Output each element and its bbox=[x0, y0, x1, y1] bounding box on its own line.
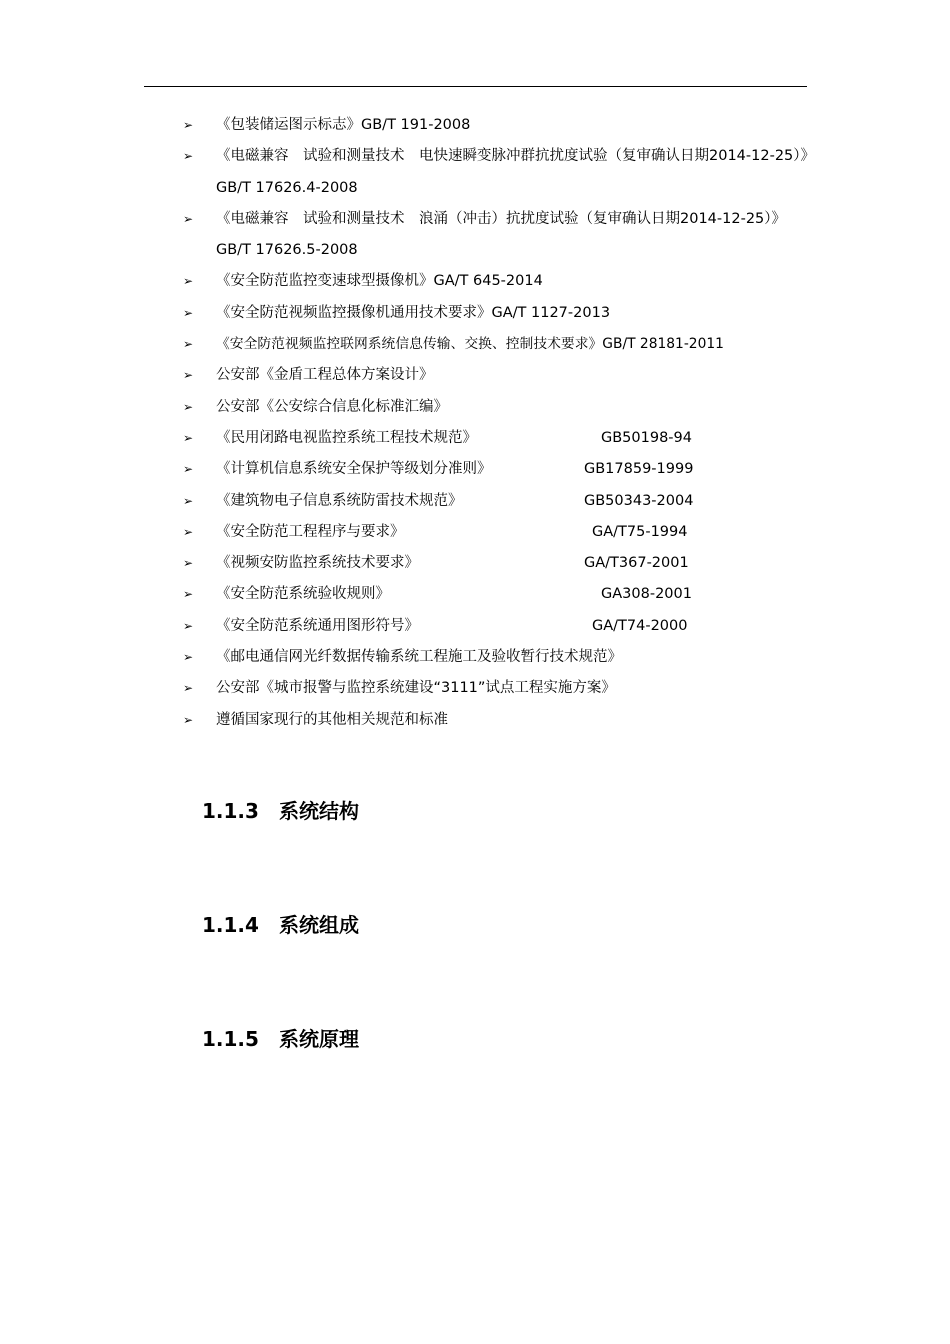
list-item bbox=[0, 266, 816, 297]
list-item bbox=[0, 298, 816, 329]
list-item-text: 《电磁兼容 试验和测量技术 电快速瞬变脉冲群抗扰度试验（复审确认日期2014-12-25）》GB/T 17626.4-2008 bbox=[216, 148, 816, 196]
arrowhead-bullet-icon: ➢ bbox=[183, 274, 194, 289]
list-item bbox=[0, 673, 816, 704]
list-item-text: 《包装储运图示标志》GB/T 191-2008 bbox=[216, 117, 471, 133]
arrowhead-bullet-icon: ➢ bbox=[183, 587, 194, 602]
list-item-text: 《电磁兼容 试验和测量技术 浪涌（冲击）抗扰度试验（复审确认日期2014-12-25）》GB/T 17626.5-2008 bbox=[216, 210, 787, 259]
list-item bbox=[0, 329, 836, 360]
list-item-text: 《安全防范系统验收规则》 bbox=[216, 586, 390, 603]
arrowhead-bullet-icon: ➢ bbox=[183, 462, 194, 477]
list-item bbox=[0, 423, 816, 454]
list-item bbox=[0, 204, 816, 267]
list-item bbox=[0, 548, 816, 579]
list-item-text: 《视频安防监控系统技术要求》 bbox=[216, 555, 419, 572]
section-number: 1.1.5 bbox=[202, 1027, 259, 1051]
arrowhead-bullet-icon: ➢ bbox=[183, 681, 194, 696]
list-item-text: 《邮电通信网光纤数据传输系统工程施工及验收暂行技术规范》 bbox=[216, 649, 622, 666]
list-item bbox=[0, 579, 816, 610]
section-heading-1-1-5 bbox=[202, 1025, 359, 1053]
list-item bbox=[0, 141, 816, 204]
list-item bbox=[0, 642, 816, 673]
standard-code: GB50343-2004 bbox=[584, 492, 694, 509]
list-item-text: 《安全防范监控变速球型摄像机》GA/T 645-2014 bbox=[216, 273, 543, 290]
section-title: 系统原理 bbox=[279, 1027, 359, 1051]
list-item-text: 《建筑物电子信息系统防雷技术规范》 bbox=[216, 492, 463, 509]
section-number: 1.1.4 bbox=[202, 913, 259, 937]
list-item-text: 《安全防范系统通用图形符号》 bbox=[216, 617, 419, 634]
section-number: 1.1.3 bbox=[202, 799, 259, 823]
arrowhead-bullet-icon: ➢ bbox=[183, 211, 194, 226]
list-item-text: 公安部《公安综合信息化标准汇编》 bbox=[216, 398, 448, 415]
list-item-text: 《安全防范视频监控联网系统信息传输、交换、控制技术要求》GB/T 28181-2011 bbox=[216, 336, 724, 353]
list-item bbox=[0, 705, 816, 736]
section-title: 系统组成 bbox=[279, 913, 359, 937]
standard-code: GA/T367-2001 bbox=[584, 555, 689, 572]
arrowhead-bullet-icon: ➢ bbox=[183, 149, 194, 164]
standard-code: GA308-2001 bbox=[601, 586, 692, 603]
standard-code: GA/T74-2000 bbox=[592, 617, 688, 634]
section-title: 系统结构 bbox=[279, 799, 359, 823]
list-item-text: 《安全防范工程程序与要求》 bbox=[216, 523, 405, 540]
arrowhead-bullet-icon: ➢ bbox=[183, 524, 194, 539]
list-item-text: 遵循国家现行的其他相关规范和标准 bbox=[216, 711, 448, 728]
list-item-text: 《计算机信息系统安全保护等级划分准则》 bbox=[216, 461, 492, 478]
list-item bbox=[0, 360, 816, 391]
arrowhead-bullet-icon: ➢ bbox=[183, 618, 194, 633]
arrowhead-bullet-icon: ➢ bbox=[183, 650, 194, 665]
standard-code: GB50198-94 bbox=[601, 429, 692, 446]
arrowhead-bullet-icon: ➢ bbox=[183, 305, 194, 320]
list-item bbox=[0, 486, 816, 517]
arrowhead-bullet-icon: ➢ bbox=[183, 556, 194, 571]
list-item-text: 公安部《城市报警与监控系统建设“3111”试点工程实施方案》 bbox=[216, 680, 616, 697]
list-item-text: 《安全防范视频监控摄像机通用技术要求》GA/T 1127-2013 bbox=[216, 304, 611, 321]
list-item-text: 公安部《金盾工程总体方案设计》 bbox=[216, 367, 434, 384]
list-item bbox=[0, 110, 816, 141]
reference-list bbox=[0, 110, 950, 736]
list-item bbox=[0, 392, 816, 423]
arrowhead-bullet-icon: ➢ bbox=[183, 493, 194, 508]
section-heading-1-1-4 bbox=[202, 911, 359, 939]
list-item bbox=[0, 611, 816, 642]
list-item bbox=[0, 454, 816, 485]
arrowhead-bullet-icon: ➢ bbox=[183, 118, 194, 132]
arrowhead-bullet-icon: ➢ bbox=[183, 368, 194, 383]
list-item-text: 《民用闭路电视监控系统工程技术规范》 bbox=[216, 429, 477, 446]
list-item bbox=[0, 517, 816, 548]
arrowhead-bullet-icon: ➢ bbox=[183, 712, 194, 727]
arrowhead-bullet-icon: ➢ bbox=[183, 337, 194, 352]
section-heading-1-1-3 bbox=[202, 797, 359, 825]
standard-code: GA/T75-1994 bbox=[592, 523, 688, 540]
arrowhead-bullet-icon: ➢ bbox=[183, 399, 194, 414]
arrowhead-bullet-icon: ➢ bbox=[183, 430, 194, 445]
header-rule bbox=[144, 86, 807, 87]
standard-code: GB17859-1999 bbox=[584, 461, 694, 478]
